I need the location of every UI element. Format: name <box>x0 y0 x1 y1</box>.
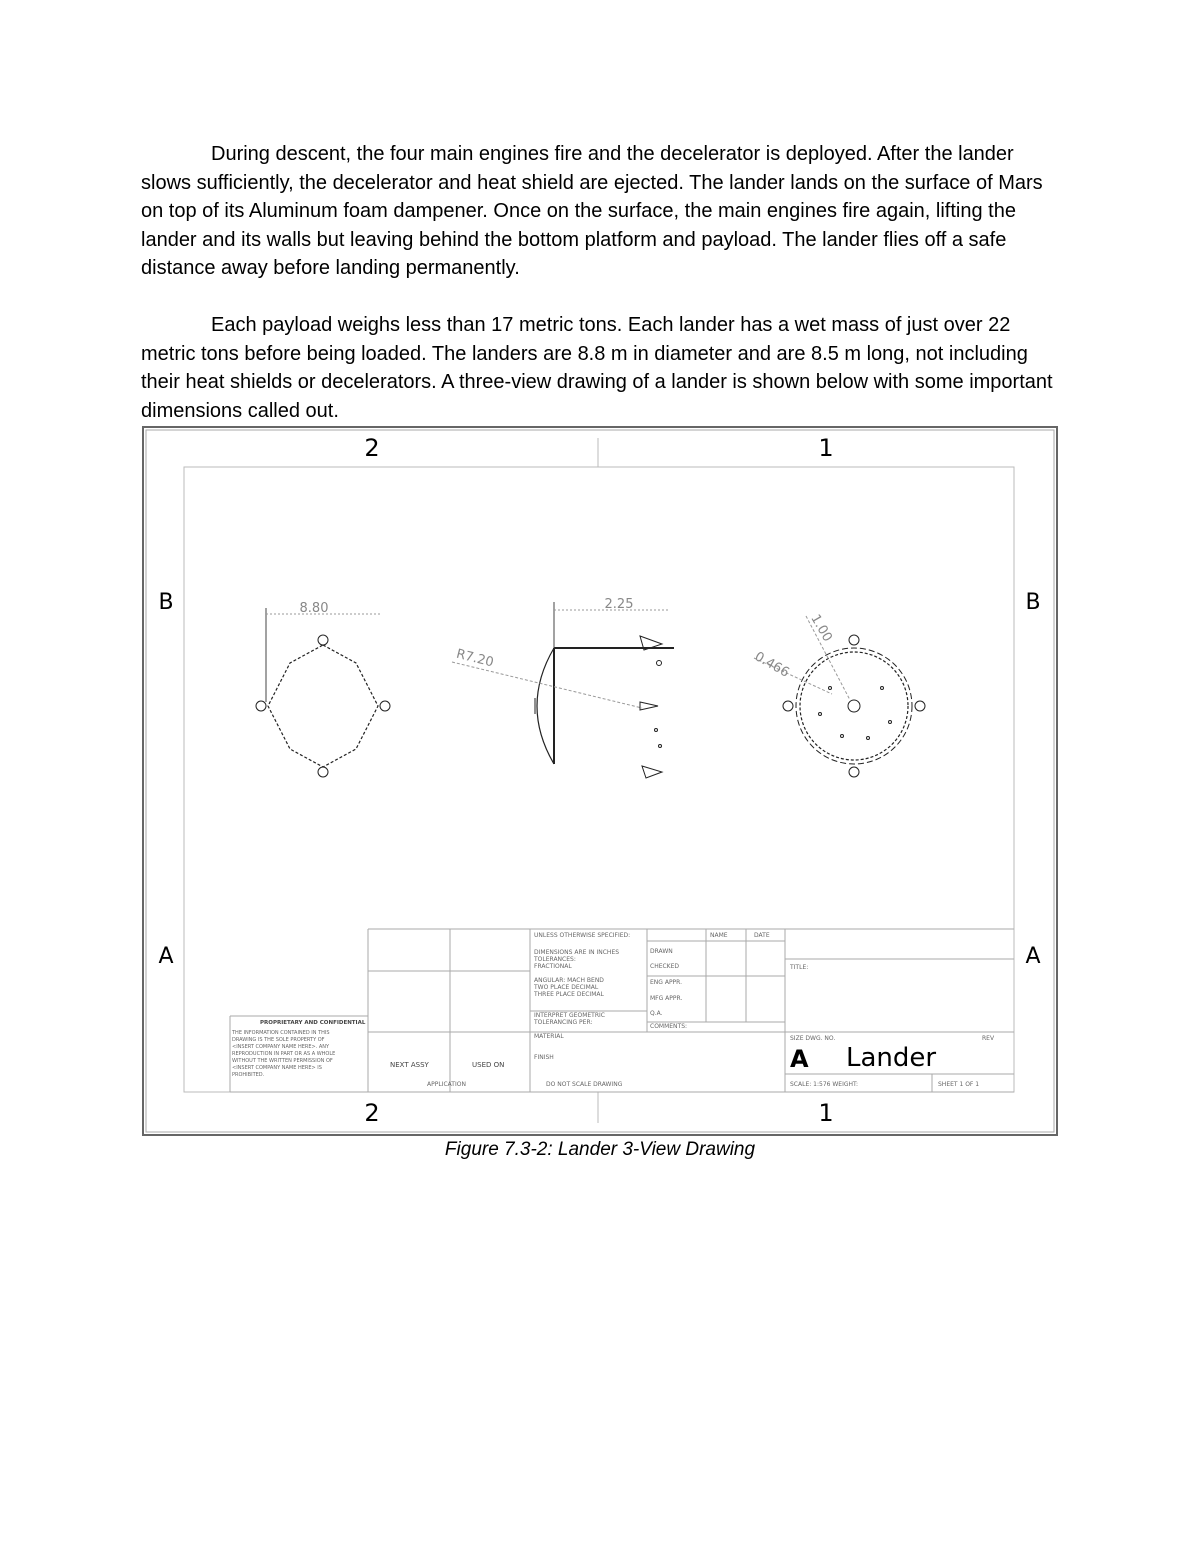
front-view <box>256 608 390 777</box>
drawing-size-letter: A <box>790 1045 809 1073</box>
svg-text:SHEET 1 OF 1: SHEET 1 OF 1 <box>938 1081 980 1088</box>
lander-three-view-drawing <box>142 426 1058 1136</box>
svg-text:INTERPRET GEOMETRIC: INTERPRET GEOMETRIC <box>534 1012 605 1019</box>
svg-text:PROPRIETARY AND CONFIDENTIAL: PROPRIETARY AND CONFIDENTIAL <box>260 1020 366 1026</box>
zone-row-label: A <box>158 944 174 969</box>
zone-col-label: 2 <box>364 1099 380 1127</box>
svg-text:ENG APPR.: ENG APPR. <box>650 979 683 986</box>
paragraph-descent: During descent, the four main engines fire and the decelerator is deployed. After the lander slows sufficiently, the decelerator and heat shield are ejected. The lander lands on the surface of Mars on top of its Aluminum foam dampener. Once on the surface, the main engines fire again, lifting the lander and its walls but leaving behind the bottom platform and payload. The lander flies off a safe distance away before landing permanently. <box>141 143 1043 280</box>
svg-text:FINISH: FINISH <box>534 1054 554 1061</box>
svg-text:DRAWING IS THE SOLE PROPERTY O: DRAWING IS THE SOLE PROPERTY OF <box>232 1037 325 1043</box>
svg-text:APPLICATION: APPLICATION <box>427 1081 466 1088</box>
side-width-dimension: 2.25 <box>604 597 634 612</box>
side-view <box>452 602 674 778</box>
svg-text:USED ON: USED ON <box>472 1061 505 1069</box>
svg-text:TWO PLACE DECIMAL: TWO PLACE DECIMAL <box>534 984 599 991</box>
svg-text:THREE PLACE DECIMAL: THREE PLACE DECIMAL <box>534 991 604 998</box>
paragraph-payload: Each payload weighs less than 17 metric tons. Each lander has a wet mass of just over 22 metric tons before being loaded. The landers are 8.8 m in diameter and are 8.5 m long, not including their heat shields or decelerators. A three-view drawing of a lander is shown below with some important dimensions called out. <box>141 314 1053 422</box>
svg-text:MFG APPR.: MFG APPR. <box>650 995 683 1002</box>
side-radius-dimension: R7.20 <box>454 646 496 671</box>
svg-text:DATE: DATE <box>754 932 770 939</box>
svg-text:ANGULAR: MACH BEND: ANGULAR: MACH BEND <box>534 977 604 984</box>
drawing-number: Lander <box>846 1043 937 1073</box>
svg-text:DO NOT SCALE DRAWING: DO NOT SCALE DRAWING <box>546 1081 623 1088</box>
svg-text:REV: REV <box>982 1035 995 1042</box>
svg-text:UNLESS OTHERWISE SPECIFIED:: UNLESS OTHERWISE SPECIFIED: <box>534 932 631 939</box>
top-small-dimension: 1.00 <box>807 611 835 645</box>
svg-text:SCALE: 1:576 WEIGHT:: SCALE: 1:576 WEIGHT: <box>790 1081 859 1088</box>
svg-text:TOLERANCES:: TOLERANCES: <box>534 956 576 963</box>
zone-col-label: 1 <box>818 1099 834 1127</box>
zone-col-label: 2 <box>364 434 380 462</box>
svg-text:TITLE:: TITLE: <box>790 964 809 971</box>
zone-col-label: 1 <box>818 434 834 462</box>
zone-row-label: A <box>1025 944 1041 969</box>
svg-text:FRACTIONAL: FRACTIONAL <box>534 963 572 970</box>
svg-text:REPRODUCTION IN PART OR AS A W: REPRODUCTION IN PART OR AS A WHOLE <box>232 1051 336 1057</box>
outer-frame <box>143 427 1057 1135</box>
front-diameter-dimension: 8.80 <box>299 601 329 616</box>
svg-text:Q.A.: Q.A. <box>650 1010 663 1017</box>
svg-text:THE INFORMATION CONTAINED IN T: THE INFORMATION CONTAINED IN THIS <box>232 1030 330 1036</box>
figure-caption: Figure 7.3-2: Lander 3-View Drawing <box>444 1139 756 1160</box>
svg-text:SIZE DWG. NO.: SIZE DWG. NO. <box>790 1035 836 1042</box>
zone-row-label: B <box>158 590 174 615</box>
svg-text:<INSERT COMPANY NAME HERE> IS: <INSERT COMPANY NAME HERE> IS <box>232 1065 322 1071</box>
svg-text:NAME: NAME <box>710 932 728 939</box>
svg-text:WITHOUT THE WRITTEN PERMISSION: WITHOUT THE WRITTEN PERMISSION OF <box>232 1058 333 1064</box>
svg-text:DIMENSIONS ARE IN INCHES: DIMENSIONS ARE IN INCHES <box>534 949 620 956</box>
zone-row-label: B <box>1025 590 1041 615</box>
top-view <box>751 616 925 777</box>
top-diameter-dimension: 0.466 <box>751 649 792 681</box>
svg-text:CHECKED: CHECKED <box>650 963 680 970</box>
svg-text:DRAWN: DRAWN <box>650 948 673 955</box>
svg-text:PROHIBITED.: PROHIBITED. <box>232 1072 265 1078</box>
svg-text:COMMENTS:: COMMENTS: <box>650 1023 688 1030</box>
svg-text:NEXT ASSY: NEXT ASSY <box>390 1061 429 1069</box>
inner-border <box>184 467 1014 1092</box>
svg-text:TOLERANCING PER:: TOLERANCING PER: <box>534 1019 593 1026</box>
svg-text:<INSERT COMPANY NAME HERE>. AN: <INSERT COMPANY NAME HERE>. ANY <box>232 1044 330 1050</box>
svg-text:MATERIAL: MATERIAL <box>534 1033 564 1040</box>
